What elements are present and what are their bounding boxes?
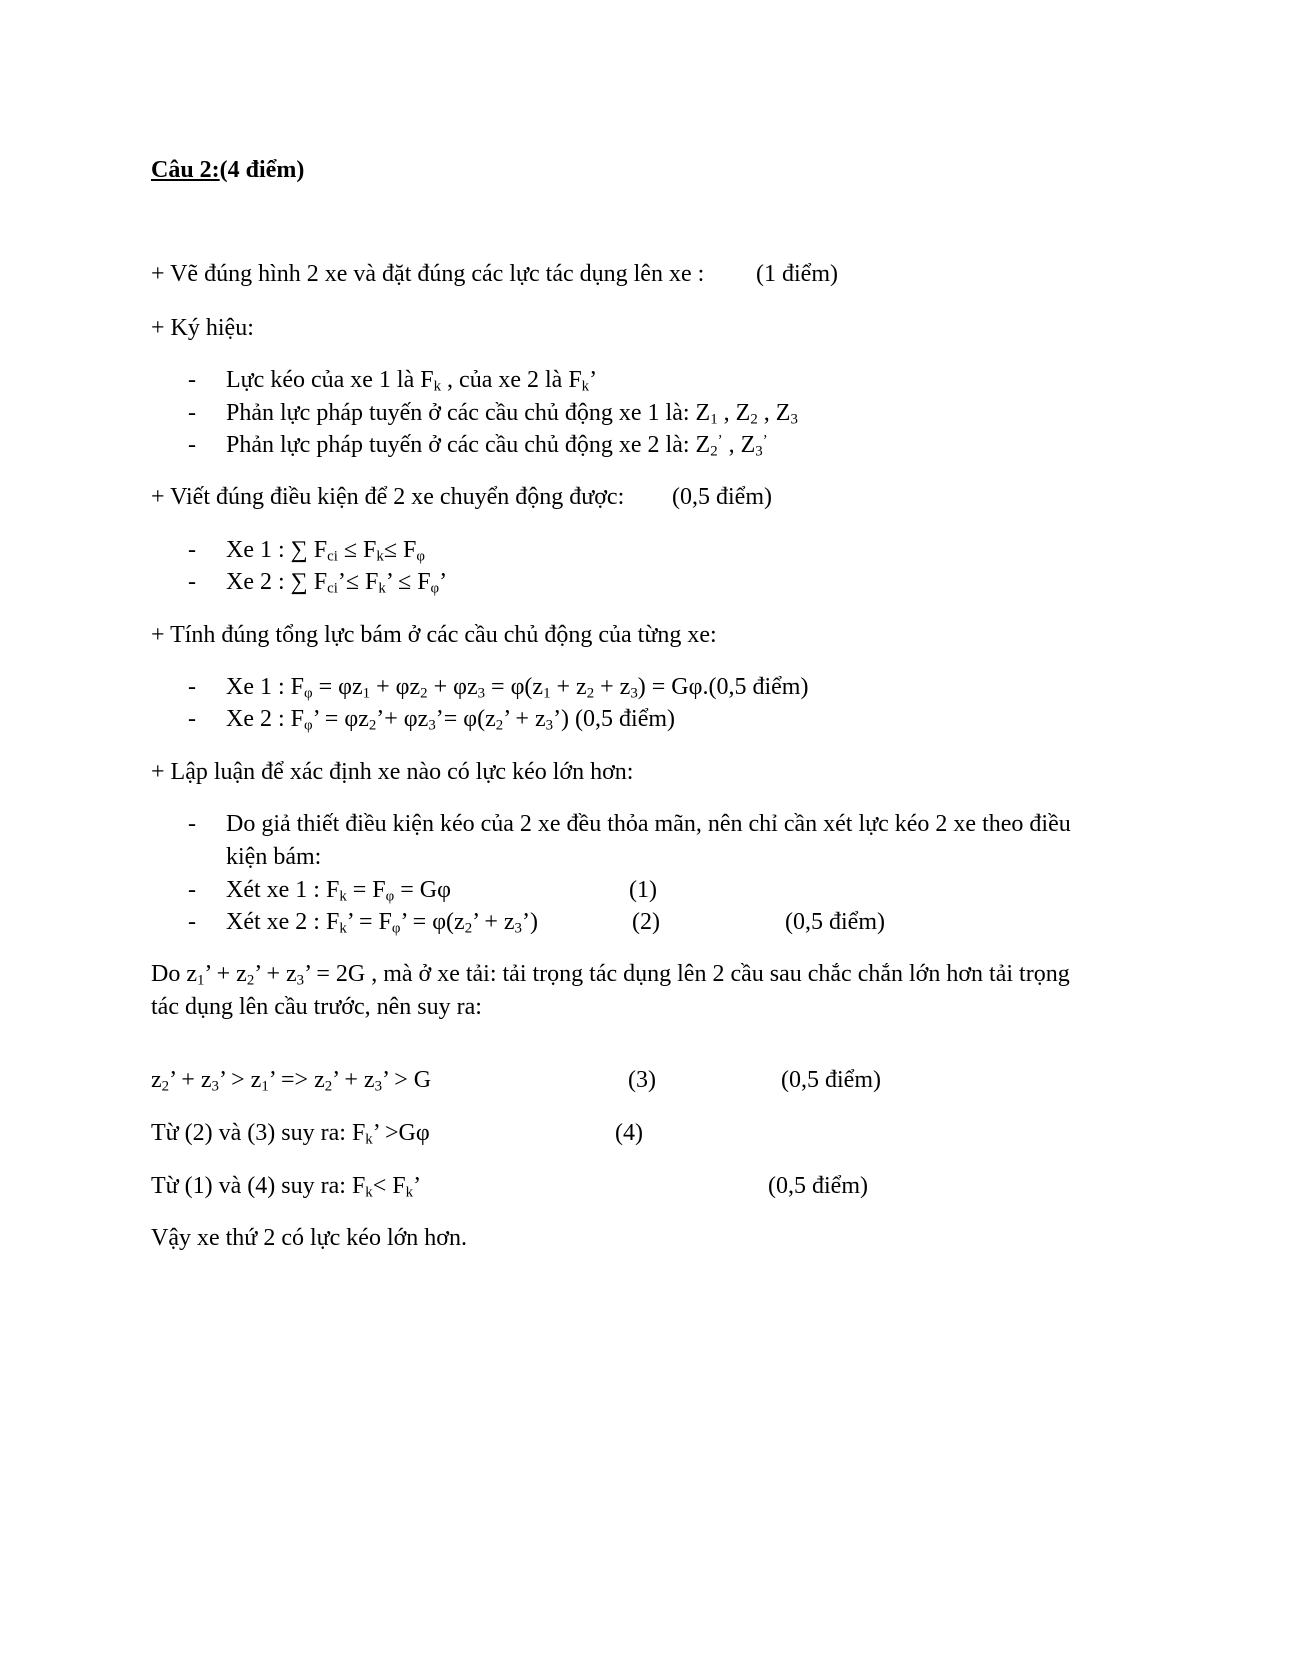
list-dash: - <box>188 909 196 935</box>
equation-number-1: (1) <box>629 877 657 903</box>
list-dash: - <box>188 367 196 393</box>
final-comparison-score: (0,5 điểm) <box>768 1173 868 1199</box>
list-dash: - <box>188 432 196 458</box>
question-points: (4 điểm) <box>219 157 305 183</box>
section-grip-force: + Tính đúng tổng lực bám ở các cầu chủ động của từng xe: <box>151 622 717 648</box>
section-drawing: + Vẽ đúng hình 2 xe và đặt đúng các lực tác dụng lên xe : <box>151 261 705 287</box>
reasoning-premise-line1: Do giả thiết điều kiện kéo của 2 xe đều thỏa mãn, nên chỉ cần xét lực kéo 2 xe theo điều <box>226 811 1071 837</box>
list-dash: - <box>188 811 196 837</box>
notation-item-reaction-car2: Phản lực pháp tuyến ở các cầu chủ động xe 2 là: $Z_2^’$ , $Z_3^’$ <box>226 432 768 460</box>
reasoning-premise-line2: kiện bám: <box>226 844 322 870</box>
condition-car2: Xe 2 : ∑ $F_{ci}’\le F_k$’ ≤ $F_\varphi$’ <box>226 569 448 597</box>
equation-number-2: (2) <box>632 909 660 935</box>
list-dash: - <box>188 674 196 700</box>
section-reasoning: + Lập luận để xác định xe nào có lực kéo lớn hơn: <box>151 759 634 785</box>
question-label: Câu 2: <box>151 157 220 183</box>
reasoning-car2-score: (0,5 điểm) <box>785 909 885 935</box>
reasoning-car1: Xét xe 1 : $F_k = F_\varphi = G\varphi$ <box>226 877 451 905</box>
list-dash: - <box>188 877 196 903</box>
reasoning-car2: Xét xe 2 : $F_k$’ = $F_\varphi$’ = $\varphi(z_2$’ + $z_3$’) <box>226 909 538 937</box>
inequality-3: $z_2$’ + $z_3$’ > $z_1$’ => $z_2$’ + $z_3$’ > G <box>151 1067 432 1095</box>
notation-item-reaction-car1: Phản lực pháp tuyến ở các cầu chủ động xe 1 là: $Z_1$ , $Z_2$ , $Z_3$ <box>226 400 798 428</box>
list-dash: - <box>188 569 196 595</box>
equation-number-4: (4) <box>615 1120 643 1146</box>
section-motion-condition: + Viết đúng điều kiện để 2 xe chuyển động được: <box>151 484 625 510</box>
equation-number-3: (3) <box>628 1067 656 1093</box>
section-drawing-score: (1 điểm) <box>756 261 838 287</box>
list-dash: - <box>188 400 196 426</box>
section-notation: + Ký hiệu: <box>151 315 254 341</box>
load-statement-line1: Do $z_1$’ + $z_2$’ + $z_3$’ = 2G , mà ở xe tải: tải trọng tác dụng lên 2 cầu sau chắc chắn lớn hơn tải trọng <box>151 961 1070 989</box>
conclusion-final-comparison: Từ (1) và (4) suy ra: $F_k< F_k$’ <box>151 1173 422 1201</box>
notation-item-traction: Lực kéo của xe 1 là $F_k$ , của xe 2 là $F_k$’ <box>226 367 598 395</box>
condition-car1: Xe 1 : ∑ $F_{ci} \le F_k\le F_\varphi$ <box>226 537 425 565</box>
grip-force-car1: Xe 1 : $F_\varphi = \varphi z_1 + \varphi z_2 + \varphi z_3 = \varphi(z_1 + z_2 + z_3) = G\varphi.(0,5$ điểm) <box>226 674 809 702</box>
conclusion-4: Từ (2) và (3) suy ra: $F_k$’ >Gφ <box>151 1120 430 1148</box>
list-dash: - <box>188 706 196 732</box>
list-dash: - <box>188 537 196 563</box>
grip-force-car2: Xe 2 : $F_\varphi$’ = $\varphi z_2’+$ $\varphi z_3’= \varphi(z_2$’ + $z_3$’) (0,5 điểm) <box>226 706 676 734</box>
load-statement-line2: tác dụng lên cầu trước, nên suy ra: <box>151 994 482 1020</box>
inequality-3-score: (0,5 điểm) <box>781 1067 881 1093</box>
question-heading <box>151 154 304 187</box>
final-answer: Vậy xe thứ 2 có lực kéo lớn hơn. <box>151 1225 467 1251</box>
section-motion-condition-score: (0,5 điểm) <box>672 484 772 510</box>
